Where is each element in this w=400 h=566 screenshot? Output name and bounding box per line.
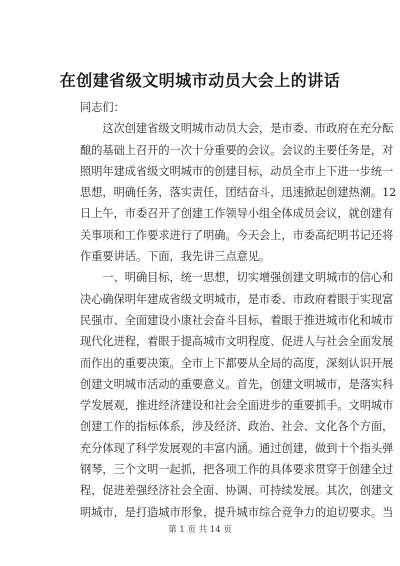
body-line: 创建文明城市活动的重要意义。首先，创建文明城市，是落实科 [80,377,394,391]
body-line: 民强市、全面建设小康社会奋斗目标，着眼于推进城市化和城市 [80,313,394,327]
body-line: 日上午，市委召开了创建工作领导小组全体成员会议，就创建有 [80,207,394,221]
page-number-footer: 第 1 页 共 14 页 [168,525,232,535]
body-line: 程，促进差强经济社会全面、协调、可持续发展。其次，创建文 [80,484,394,498]
body-line: 明城市，是打造城市形象，提升城市综合竞争力的迫切要求。当 [80,505,394,519]
body-line: 这次创建省级文明城市动员大会，是市委、市政府在充分酝 [80,122,394,136]
document-body [80,97,397,523]
body-line: 决心确保明年建成省级文明城市，是市委、市政府着眼于实现富 [80,292,394,306]
body-line: 关事项和工作要求进行了明确。今天会上，市委高纪明书记还将 [80,228,394,242]
body-line: 酿的基础上召开的一次十分重要的会议。会议的主要任务是，对 [80,143,394,157]
body-line: 充分体现了科学发展观的丰富内涵。通过创建，做到十个指头弹 [80,441,394,455]
document-title: 在创建省级文明城市动员大会上的讲话 [59,71,341,90]
body-line: 现代化进程，着眼于提高城市文明程度、促进人与社会全面发展 [80,335,394,349]
body-line: 学发展观，推进经济建设和社会全面进步的重要抓手。文明城市 [80,399,394,413]
body-line: 思想，明确任务，落实责任，团结奋斗，迅速掀起创建热潮。12 [80,186,397,200]
body-line: 照明年建成省级文明城市的创建目标，动员全市上下进一步统一 [80,164,394,178]
body-line: 创建工作的指标体系，涉及经济、政治、社会、文化各个方面， [80,420,394,434]
body-line: 一、明确目标，统一思想，切实增强创建文明城市的信心和 [80,271,394,285]
body-line: 钢琴，三个文明一起抓，把各项工作的具体要求贯穿于创建全过 [80,463,394,477]
body-line: 作重要讲话。下面，我先讲三点意见。 [80,250,271,264]
body-line: 而作出的重要决策。全市上下都要从全局的高度，深刻认识开展 [80,356,394,370]
salutation-line: 同志们： [80,101,125,114]
